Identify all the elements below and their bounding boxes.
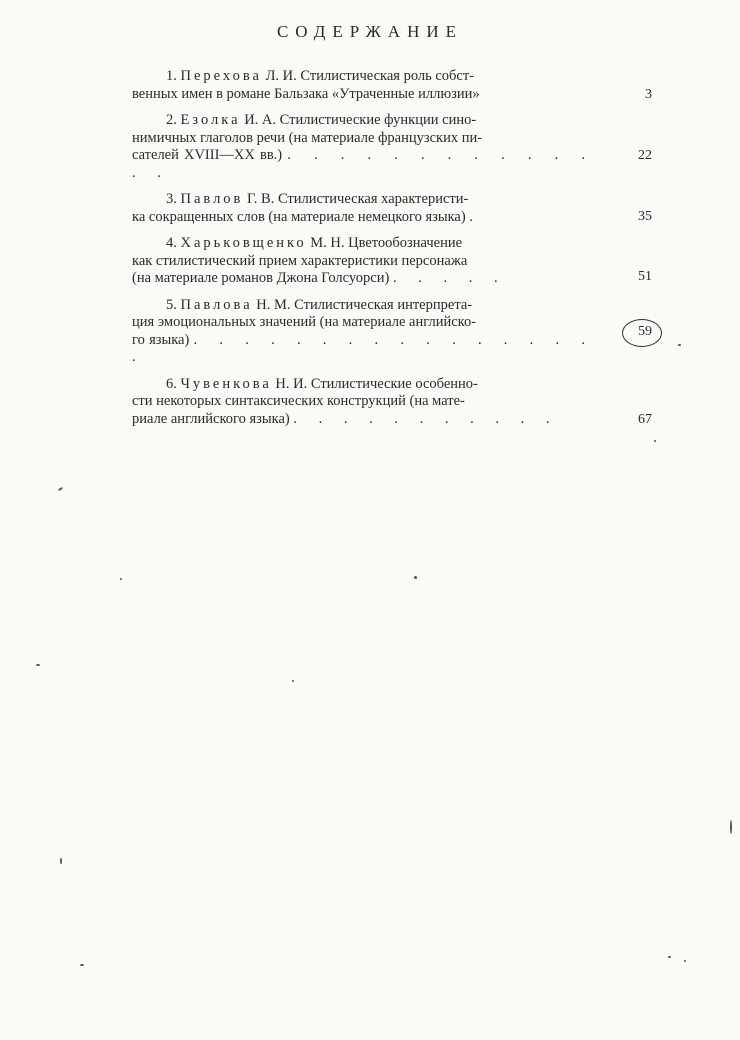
entry-author: Езолка [180,112,241,128]
entry-title-line: Стилистическая интерпрета- [294,296,473,313]
leader-dots: . . . . . . . . . . . . . . [132,147,595,181]
entry-author: Павлов [180,191,244,207]
entry-initials: М. Н. [310,235,345,251]
scan-speck [60,858,62,864]
toc-entry [132,376,652,429]
toc-entry [132,68,652,103]
entry-title-line: Стилистическая роль собст- [300,68,475,84]
scan-speck [58,487,63,492]
toc-entry-text [132,191,594,226]
entry-title-line: Цветообозначение [348,235,463,251]
scan-speck [80,964,84,966]
entry-page-number: 59 [638,323,652,339]
toc-entry [132,112,652,182]
leader-dots: . . . . . [392,270,507,286]
entry-initials: Н. И. [275,375,308,392]
entry-title-line: Стилистические особенно- [310,375,478,392]
entry-title-line: ка сокращенных слов (на материале немецкого языка) . [132,208,473,225]
entry-title-line: сти некоторых синтаксических конструкций (на мате- [132,393,465,409]
table-of-contents [132,68,652,437]
entry-title-line: Стилистические функции сино- [279,112,477,128]
toc-entry [132,191,652,226]
entry-author: Павлова [180,296,253,313]
entry-page-number: 67 [638,411,652,427]
scan-speck [678,344,681,346]
entry-number: 2. [166,112,177,128]
entry-title-line: риале английского языка) [132,410,290,427]
page-title: СОДЕРЖАНИЕ [276,22,464,41]
entry-number: 3. [166,191,177,207]
entry-initials: Н. М. [256,296,291,313]
toc-entry-text [132,235,594,288]
entry-initials: Л. И. [265,68,297,84]
entry-author: Чувенкова [180,375,272,392]
entry-author: Харьковщенко [180,235,307,251]
entry-page-number: 22 [638,148,652,163]
entry-initials: Г. В. [247,191,275,207]
entry-number: 6. [166,375,177,392]
scan-speck [668,956,671,958]
entry-title-line: (на материале романов Джона Голсуорси) [132,270,390,286]
entry-number: 4. [166,235,177,251]
toc-entry-text [132,68,594,103]
scan-speck [36,664,40,666]
entry-title-line: венных имен в романе Бальзака «Утраченные иллюзии» [132,85,480,102]
entry-title-line: нимичных глаголов речи (на материале французских пи- [132,129,483,146]
scan-speck [730,820,732,834]
scan-speck [684,960,686,962]
entry-title-line: Стилистическая характеристи- [277,191,469,207]
entry-initials: И. А. [244,112,277,128]
toc-entry-text [132,112,594,182]
entry-page-number: 35 [638,209,652,224]
entry-page-number: 51 [638,269,652,284]
scan-speck [292,680,294,682]
entry-author: Перехова [180,68,262,84]
toc-entry-text [132,376,594,429]
scan-speck [654,440,656,442]
toc-entry-text [132,297,594,367]
entry-title-line: сателей XVIII—XX вв.) [132,147,283,163]
scan-speck [414,576,417,579]
entry-number: 1. [166,68,177,84]
entry-title-line: го языка) [132,331,190,348]
entry-title-line: ция эмоциональных значений (на материале английско- [132,314,477,330]
entry-title-line: как стилистический прием характеристики персонажа [132,252,468,269]
scan-speck [120,578,122,580]
entry-page-number: 3 [645,87,652,102]
toc-entry [132,297,652,367]
entry-number: 5. [166,296,177,313]
leader-dots: . . . . . . . . . . . [293,410,559,427]
toc-entry [132,235,652,288]
leader-dots: . . . . . . . . . . . . . . . . . [132,331,594,365]
